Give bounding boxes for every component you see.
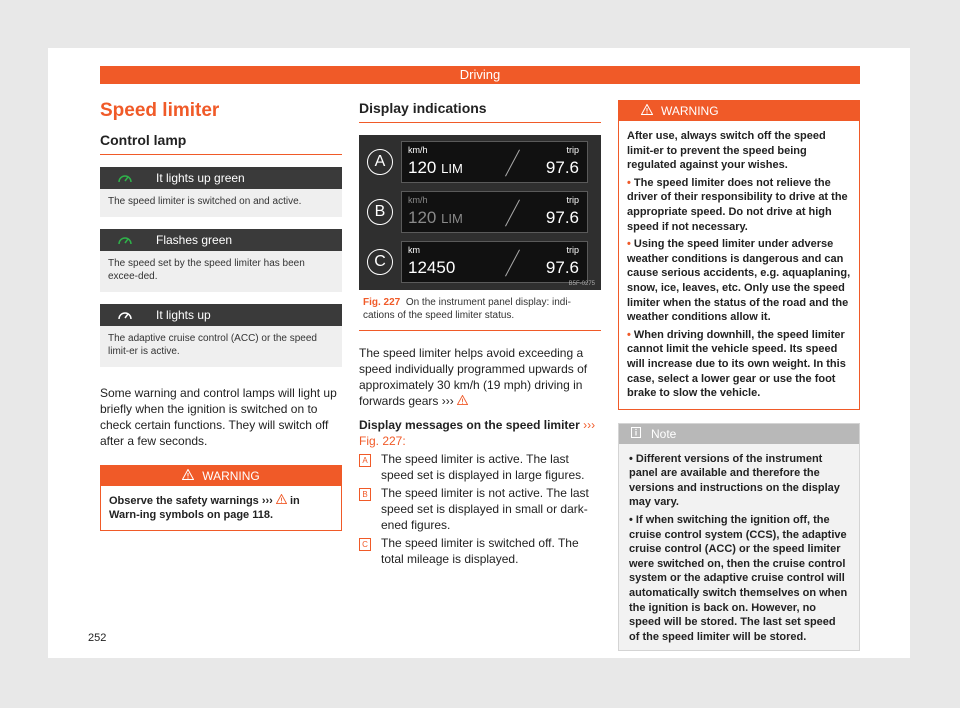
warning-bullet-text: When driving downhill, the speed limiter cannot limit the vehicle speed. Its speed will increase due to its own weight. In this case, select a lower gear or use the foot brake to slow the vehicle.	[627, 328, 846, 400]
total-mileage: 12450	[408, 258, 456, 277]
warning-triangle-icon	[276, 495, 290, 507]
divider-line	[505, 150, 520, 177]
note-bullet-text: Different versions of the instrument panel are available and therefore the versions and instructions on the display may vary.	[629, 452, 840, 509]
column-speed-limiter	[100, 100, 342, 531]
warning-title: WARNING	[661, 104, 719, 118]
warning-body	[619, 121, 859, 409]
bullet-dot: •	[627, 176, 631, 189]
lamp-label: It lights up green	[156, 171, 245, 185]
list-item	[359, 485, 601, 533]
lamp-description: The adaptive cruise control (ACC) or the speed limit-er is active.	[100, 326, 342, 367]
body-paragraph: Some warning and control lamps will light up briefly when the ignition is switched on to check certain functions. They will switch off after a few seconds.	[100, 386, 337, 448]
speed-unit: km/h	[408, 195, 428, 205]
warning-bullet-text: The speed limiter does not relieve the driver of their responsibility to drive at the appropriate speed. Do not drive at high speed if not necessary.	[627, 176, 848, 233]
lim-indicator: LIM	[441, 211, 463, 226]
figure-label-b: B	[367, 199, 393, 225]
letter-badge: C	[359, 538, 371, 551]
note-bullet-text: If when switching the ignition off, the cruise control system (CCS), the adaptive cruise control (ACC) or the speed limiter were switched on, then the cruise control system or the adaptive cruise control will automatically switch themselves on when the ignition is back on. However, no speed will be stored. The last set speed of the speed limiter will be stored.	[629, 514, 848, 643]
note-bullet: • Different versions of the instrument panel are available and therefore the versions and instructions on the display may vary.	[629, 452, 840, 509]
caption-text: On the instrument panel display: indi-cations of the speed limiter status.	[363, 297, 571, 321]
trip-label: trip	[566, 195, 579, 205]
messages-heading-text: Display messages on the speed limiter	[359, 418, 580, 432]
section-header: Driving	[100, 66, 860, 84]
list-item-text: The speed limiter is switched off. The total mileage is displayed.	[381, 536, 579, 566]
divider-line	[505, 250, 520, 277]
display-panel-a	[401, 141, 588, 183]
warning-header	[619, 101, 859, 121]
speed-unit: km/h	[408, 145, 428, 155]
set-speed	[408, 158, 463, 178]
list-item	[359, 535, 601, 567]
letter-badge: A	[359, 454, 371, 467]
warning-bullet-text: Using the speed limiter under adverse weather conditions is dangerous and can cause serious accidents, e.g. aquaplaning, snow, ice, leaves, etc. Only use the speed limiter when the status of the road and the weather conditions allow it.	[627, 238, 851, 324]
note-title: Note	[651, 426, 677, 441]
list-item-text: The speed limiter is active. The last speed set is displayed in large figures.	[381, 452, 585, 482]
warning-text	[101, 486, 341, 530]
lamp-label: Flashes green	[156, 233, 233, 247]
speedometer-icon	[116, 308, 134, 322]
letter-badge: B	[359, 488, 371, 501]
display-panel-b	[401, 191, 588, 233]
set-speed	[408, 208, 463, 228]
warning-intro: After use, always switch off the speed limit-er to prevent the speed being regulated against your wishes.	[627, 130, 826, 172]
display-panel-c	[401, 241, 588, 283]
warning-bullet	[627, 328, 851, 401]
column-display-indications	[359, 100, 601, 567]
page-number: 252	[88, 632, 107, 644]
lamp-bar	[100, 229, 342, 251]
instrument-panel-figure	[359, 135, 601, 290]
warning-triangle-icon	[641, 104, 653, 118]
warning-box	[100, 465, 342, 531]
list-item	[359, 451, 601, 483]
body-text: The speed limiter helps avoid exceeding a speed individually programmed upwards of approximately 30 km/h (19 mph) driving in forwards gears ›››	[359, 346, 588, 408]
mileage-unit: km	[408, 245, 420, 255]
trip-value: 97.6	[545, 208, 579, 227]
warning-box	[618, 100, 860, 410]
figure-code: B5F-0275	[568, 281, 595, 287]
warning-link-text[interactable]: in Warn-ing symbols on page 118.	[109, 495, 300, 521]
warning-text-start: Observe the safety warnings ›››	[109, 495, 273, 507]
trip-value: 97.6	[545, 158, 579, 177]
figure-number: Fig. 227	[363, 297, 401, 308]
set-speed-value: 120	[408, 158, 437, 177]
warning-bullet	[627, 176, 851, 234]
trip-label: trip	[566, 145, 579, 155]
list-item-text: The speed limiter is not active. The last speed set is displayed in small or dark-ened figures.	[381, 486, 589, 532]
warning-header	[101, 466, 341, 486]
subsection-title: Control lamp	[100, 132, 342, 155]
warning-triangle-icon	[182, 469, 194, 483]
figure-label-c: C	[367, 249, 393, 275]
lamp-description: The speed set by the speed limiter has been excee-ded.	[100, 251, 342, 292]
warning-bullet	[627, 237, 851, 325]
speedometer-icon	[116, 233, 134, 247]
warning-title: WARNING	[202, 469, 260, 483]
column-warnings	[618, 100, 860, 651]
lamp-description: The speed limiter is switched on and active.	[100, 189, 342, 217]
note-bullet: • If when switching the ignition off, the cruise control system (CCS), the adaptive cruise control (ACC) or the speed limiter were switched on, then the cruise control system or the adaptive cruise control will automatically switch themselves on when the ignition is back on. However, no speed will be stored. The last set speed of the speed limiter will be stored.	[629, 514, 848, 643]
trip-label: trip	[566, 245, 579, 255]
messages-heading	[359, 417, 601, 449]
warning-triangle-icon[interactable]	[457, 394, 468, 408]
lamp-entry	[100, 229, 342, 292]
info-icon	[631, 427, 641, 441]
note-header	[619, 424, 859, 444]
set-speed-value: 120	[408, 208, 437, 227]
figure-label-a: A	[367, 149, 393, 175]
lamp-bar	[100, 304, 342, 326]
section-title: Display indications	[359, 100, 601, 123]
note-body	[619, 444, 859, 651]
page-title: Speed limiter	[100, 100, 220, 121]
bullet-dot: •	[627, 238, 631, 251]
body-paragraph	[359, 345, 601, 409]
lim-indicator: LIM	[441, 161, 463, 176]
bullet-dot: •	[627, 328, 631, 341]
figure-reference-link[interactable]: ››› Fig. 227:	[359, 418, 596, 448]
lamp-label: It lights up	[156, 308, 211, 322]
lamp-entry	[100, 304, 342, 367]
trip-value: 97.6	[545, 258, 579, 277]
note-box	[618, 423, 860, 652]
divider-line	[505, 200, 520, 227]
lamp-entry	[100, 167, 342, 217]
speedometer-icon	[116, 171, 134, 185]
figure-caption	[359, 290, 601, 331]
lamp-bar	[100, 167, 342, 189]
